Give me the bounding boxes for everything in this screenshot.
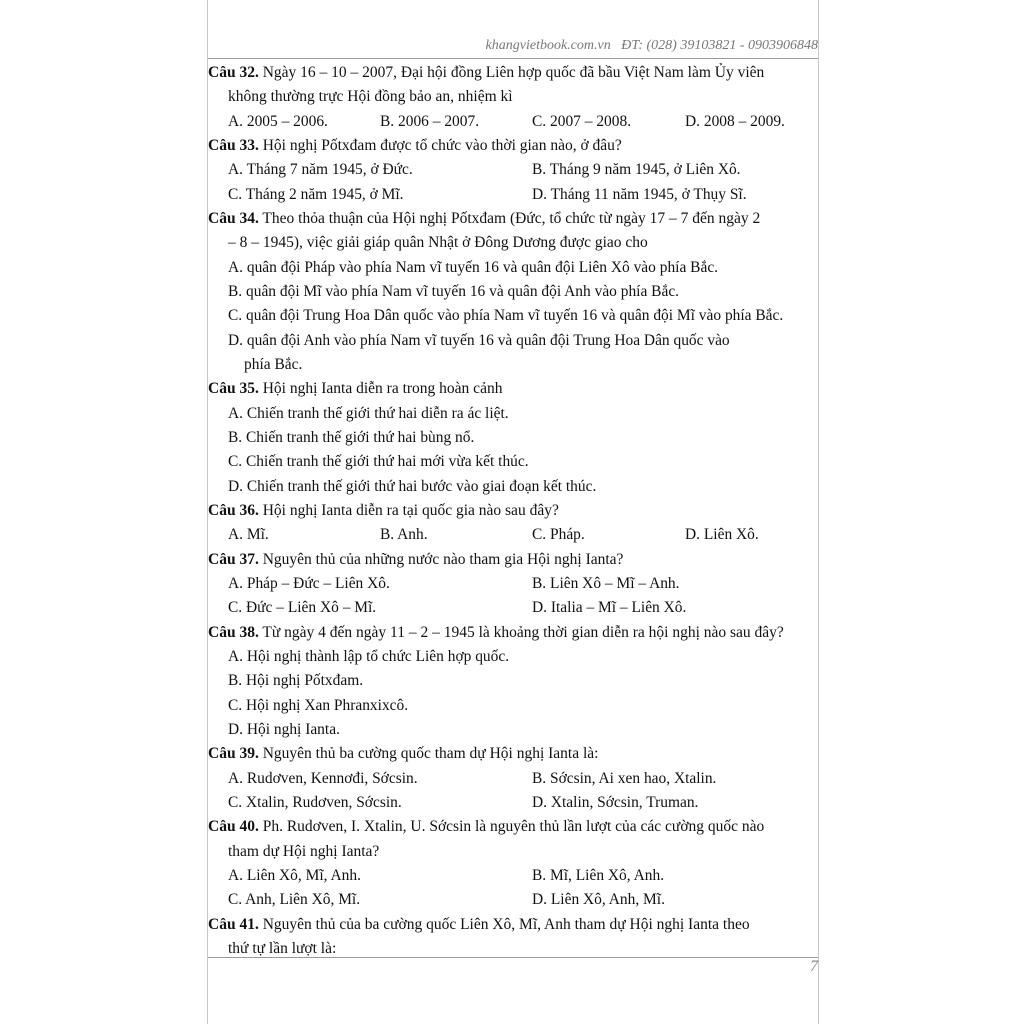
question-34-number: Câu 34. <box>208 209 259 227</box>
document-page <box>207 0 819 1024</box>
question-40-number: Câu 40. <box>208 818 259 836</box>
question-36-option: C. Pháp. <box>532 526 585 544</box>
question-41-stem-line <box>208 913 750 937</box>
question-37-option: D. Italia – Mĩ – Liên Xô. <box>532 599 687 617</box>
question-37-option: A. Pháp – Đức – Liên Xô. <box>228 574 390 592</box>
question-32-option: D. 2008 – 2009. <box>685 112 785 130</box>
question-36-stem-line <box>208 499 559 523</box>
question-39-number: Câu 39. <box>208 745 259 763</box>
question-36-option: D. Liên Xô. <box>685 526 759 544</box>
question-35-options-row <box>208 450 818 474</box>
question-38-option: A. Hội nghị thành lập tổ chức Liên hợp quốc. <box>228 647 510 665</box>
question-34-options-row <box>208 329 818 353</box>
question-38-options-row <box>208 645 818 669</box>
question-37-option: C. Đức – Liên Xô – Mĩ. <box>228 599 377 617</box>
question-33-options-row <box>208 183 818 207</box>
question-33-options-row <box>208 158 818 182</box>
page-header <box>486 38 818 54</box>
question-box <box>208 60 818 958</box>
question-33-option: C. Tháng 2 năm 1945, ở Mĩ. <box>228 185 404 203</box>
question-35-option: D. Chiến tranh thế giới thứ hai bước vào giai đoạn kết thúc. <box>228 477 597 495</box>
question-41-stem: Nguyên thủ của ba cường quốc Liên Xô, Mĩ, Anh tham dự Hội nghị Ianta theo <box>258 915 750 933</box>
question-40-stem: Ph. Rudơven, I. Xtalin, U. Sớcsin là nguyên thủ lần lượt của các cường quốc nào <box>258 818 765 836</box>
question-34-options-row <box>208 353 818 377</box>
question-39-options-row <box>208 791 818 815</box>
question-33-option: D. Tháng 11 năm 1945, ở Thụy Sĩ. <box>532 185 747 203</box>
question-41-stem: thứ tự lần lượt là: <box>228 939 337 957</box>
question-40-option: B. Mĩ, Liên Xô, Anh. <box>532 866 665 884</box>
question-32-option: B. 2006 – 2007. <box>380 112 480 130</box>
question-37-number: Câu 37. <box>208 550 259 568</box>
question-32-option: A. 2005 – 2006. <box>228 112 328 130</box>
question-40-option: A. Liên Xô, Mĩ, Anh. <box>228 866 361 884</box>
question-33-option: B. Tháng 9 năm 1945, ở Liên Xô. <box>532 161 741 179</box>
question-34-option: C. quân đội Trung Hoa Dân quốc vào phía Nam vĩ tuyến 16 và quân đội Mĩ vào phía Bắc. <box>228 307 784 325</box>
question-32-stem-line <box>208 61 764 85</box>
question-39-stem-line <box>208 742 599 766</box>
question-34-option: D. quân đội Anh vào phía Nam vĩ tuyến 16 và quân đội Trung Hoa Dân quốc vào <box>228 331 730 349</box>
question-34-option: phía Bắc. <box>244 355 303 373</box>
question-37-options-row <box>208 572 818 596</box>
question-40-stem-line <box>208 815 764 839</box>
question-39-option: C. Xtalin, Rudơven, Sớcsin. <box>228 793 402 811</box>
header-divider <box>208 58 818 59</box>
question-37-stem: Nguyên thủ của những nước nào tham gia Hội nghị Ianta? <box>258 550 624 568</box>
question-34-option: B. quân đội Mĩ vào phía Nam vĩ tuyến 16 và quân đội Anh vào phía Bắc. <box>228 282 680 300</box>
question-36-number: Câu 36. <box>208 501 259 519</box>
question-40-options-row <box>208 888 818 912</box>
question-35-option: C. Chiến tranh thế giới thứ hai mới vừa kết thúc. <box>228 453 529 471</box>
question-36-option: B. Anh. <box>380 526 428 544</box>
question-40-options-row <box>208 864 818 888</box>
question-32-stem: không thường trực Hội đồng bảo an, nhiệm kì <box>228 88 513 106</box>
question-32-option: C. 2007 – 2008. <box>532 112 632 130</box>
question-38-options-row <box>208 694 818 718</box>
question-32-stem: Ngày 16 – 10 – 2007, Đại hội đồng Liên hợp quốc đã bầu Việt Nam làm Ủy viên <box>258 64 765 81</box>
question-35-options-row <box>208 426 818 450</box>
question-38-options-row <box>208 718 818 742</box>
question-34-stem: Theo thỏa thuận của Hội nghị Pốtxđam (Đức, tổ chức từ ngày 17 – 7 đến ngày 2 <box>258 209 761 227</box>
question-38-number: Câu 38. <box>208 623 259 641</box>
question-36-stem: Hội nghị Ianta diễn ra tại quốc gia nào sau đây? <box>258 501 559 519</box>
header-phone: ĐT: (028) 39103821 - 0903906848 <box>621 38 818 53</box>
question-40-stem: tham dự Hội nghị Ianta? <box>228 842 380 860</box>
question-37-options-row <box>208 596 818 620</box>
question-38-stem: Từ ngày 4 đến ngày 11 – 2 – 1945 là khoảng thời gian diễn ra hội nghị nào sau đây? <box>258 623 784 641</box>
question-35-option: B. Chiến tranh thế giới thứ hai bùng nổ. <box>228 428 475 446</box>
question-32-number: Câu 32. <box>208 64 259 81</box>
question-35-option: A. Chiến tranh thế giới thứ hai diễn ra ác liệt. <box>228 404 509 422</box>
question-34-stem-line <box>208 207 760 231</box>
question-35-stem-line <box>208 377 502 401</box>
question-33-stem-line <box>208 134 622 158</box>
question-39-option: B. Sớcsin, Ai xen hao, Xtalin. <box>532 769 717 787</box>
question-33-number: Câu 33. <box>208 136 259 154</box>
header-site: khangvietbook.com.vn <box>485 38 611 53</box>
question-39-stem: Nguyên thủ ba cường quốc tham dự Hội nghị Ianta là: <box>258 745 599 763</box>
question-40-option: C. Anh, Liên Xô, Mĩ. <box>228 891 361 909</box>
question-35-options-row <box>208 402 818 426</box>
question-39-options-row <box>208 767 818 791</box>
question-38-option: C. Hội nghị Xan Phranxixcô. <box>228 696 409 714</box>
question-34-stem: – 8 – 1945), việc giải giáp quân Nhật ở Đông Dương được giao cho <box>228 234 648 252</box>
question-34-options-row <box>208 304 818 328</box>
question-35-number: Câu 35. <box>208 380 259 398</box>
question-34-option: A. quân đội Pháp vào phía Nam vĩ tuyến 16 và quân đội Liên Xô vào phía Bắc. <box>228 258 719 276</box>
question-33-stem: Hội nghị Pốtxđam được tổ chức vào thời gian nào, ở đâu? <box>258 136 622 154</box>
page-number: 7 <box>810 958 818 975</box>
question-36-options-row <box>208 523 818 547</box>
question-38-options-row <box>208 669 818 693</box>
question-37-option: B. Liên Xô – Mĩ – Anh. <box>532 574 680 592</box>
question-41-stem-line <box>228 937 336 961</box>
question-38-stem-line <box>208 621 784 645</box>
question-35-stem: Hội nghị Ianta diễn ra trong hoàn cảnh <box>258 380 503 398</box>
question-34-options-row <box>208 256 818 280</box>
question-34-stem-line <box>228 231 648 255</box>
question-32-stem-line <box>228 85 513 109</box>
question-33-option: A. Tháng 7 năm 1945, ở Đức. <box>228 161 413 179</box>
question-36-option: A. Mĩ. <box>228 526 269 544</box>
question-35-options-row <box>208 475 818 499</box>
question-38-option: B. Hội nghị Pốtxđam. <box>228 672 364 690</box>
question-38-option: D. Hội nghị Ianta. <box>228 720 340 738</box>
question-34-options-row <box>208 280 818 304</box>
question-40-option: D. Liên Xô, Anh, Mĩ. <box>532 891 665 909</box>
question-37-stem-line <box>208 548 623 572</box>
question-39-option: D. Xtalin, Sớcsin, Truman. <box>532 793 699 811</box>
question-39-option: A. Rudơven, Kennơđi, Sớcsin. <box>228 769 418 787</box>
question-41-number: Câu 41. <box>208 915 259 933</box>
question-32-options-row <box>208 110 818 134</box>
question-40-stem-line <box>228 840 379 864</box>
